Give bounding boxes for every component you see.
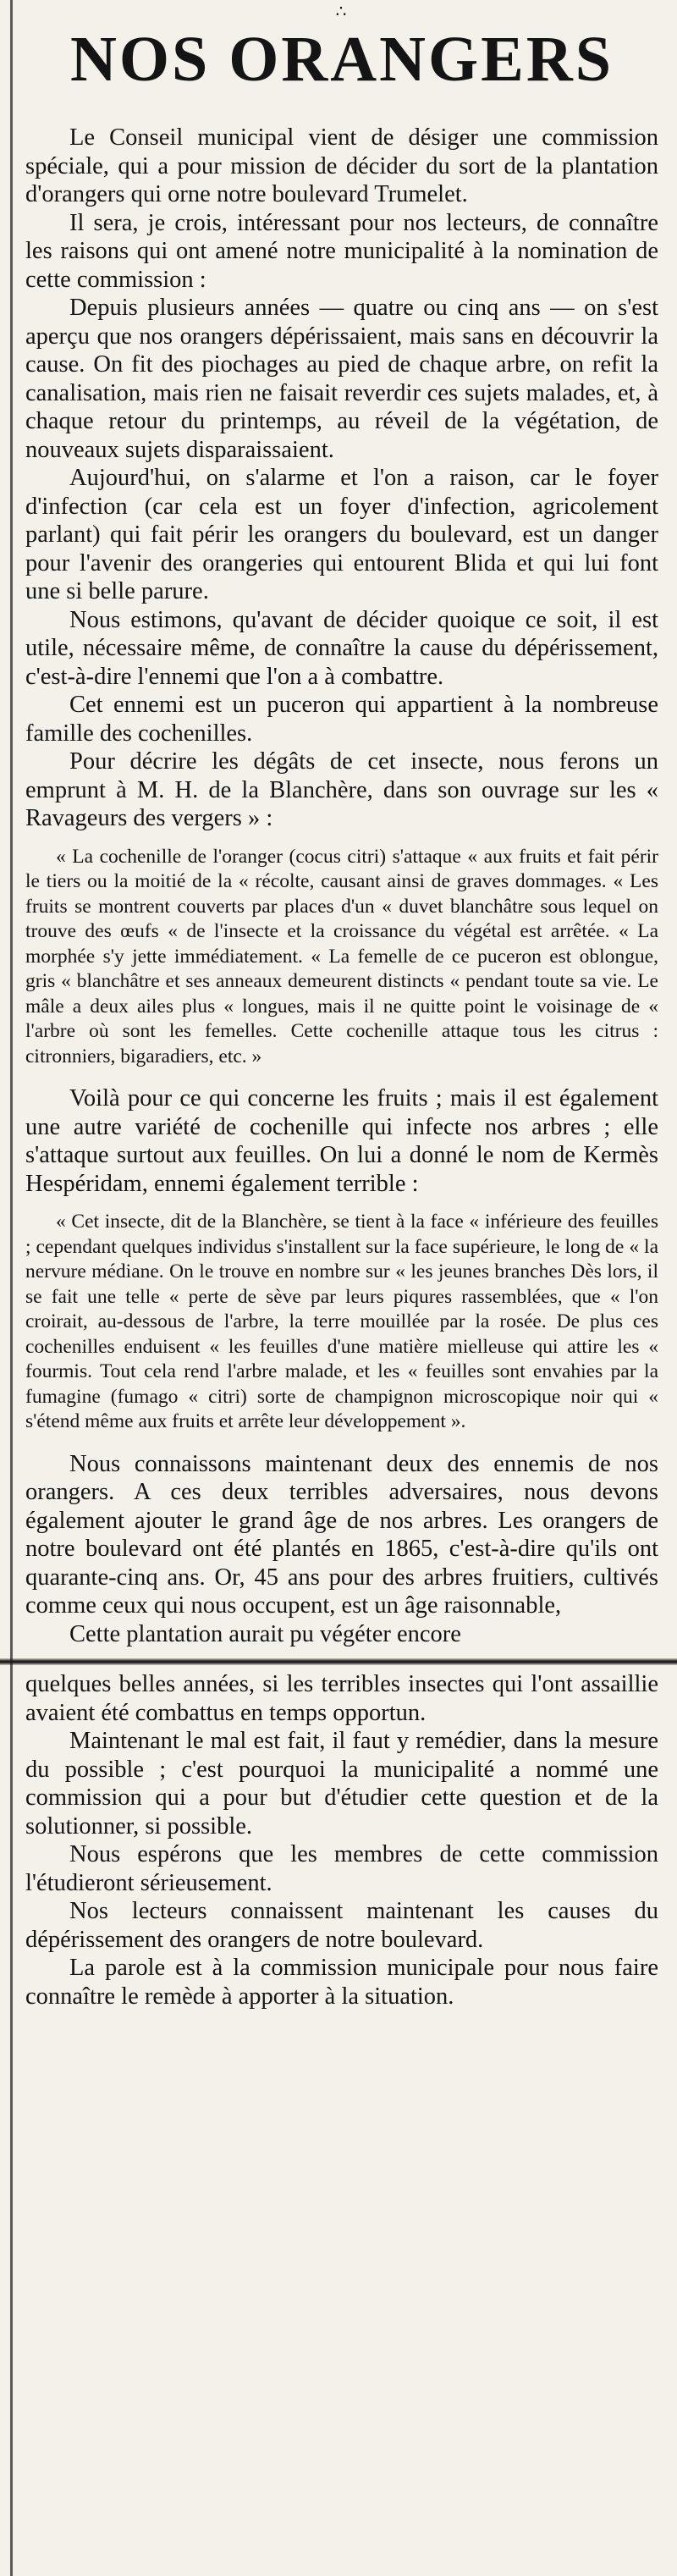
paragraph-estimate: Nous estimons, qu'avant de décider quoique ce soit, il est utile, nécessaire même, de connaître la cause du dépérissement, c'est-à-dire l'ennemi que l'on a à combattre. <box>25 606 658 690</box>
paper-fold <box>0 1658 677 1665</box>
paragraph-kermes: Voilà pour ce qui concerne les fruits ; mais il est également une autre variété de cochenille qui infecte nos arbres ; elle s'attaque surtout aux feuilles. On lui a donné le nom de Kermès Hespéridam, ennemi également terrible : <box>25 1085 658 1197</box>
paragraph-alarm: Aujourd'hui, on s'alarme et l'on a raison, car le foyer d'infection (car cela est un foyer d'infection, agricolement parlant) qui fait périr les orangers du boulevard, est un danger pour l'avenir des orangeries qui entourent Blida et qui lui font une si belle parure. <box>25 465 658 604</box>
paragraph-readers: Il sera, je crois, intéressant pour nos lecteurs, de connaître les raisons qui ont amené notre municipalité à la nomination de cette commission : <box>25 209 658 293</box>
paragraph-conclusion: La parole est à la commission municipale pour nous faire connaître le remède à apporter à la situation. <box>25 1955 658 2010</box>
article-title: NOS ORANGERS <box>70 24 614 95</box>
paragraph-readers-know: Nos lecteurs connaissent maintenant les causes du dépérissement des orangers de notre boulevard. <box>25 1898 658 1953</box>
paragraph-plantation-end: quelques belles années, si les terribles insectes qui l'ont assaillie avaient été combattus en temps opportun. <box>25 1671 658 1726</box>
quote-cochenille: « La cochenille de l'oranger (cocus citri) s'attaque « aux fruits et fait périr le tiers ou la moitié de la « récolte, causant ainsi de graves dommages. « Les fruits se montrent couverts par places d'un « duvet blanchâtre sous lequel on trouve des œufs « de l'insecte et la croissance du végétal est arrêtée. « La morphée s'y jette immédiatement. « La femelle de ce puceron est oblongue, gris « blanchâtre et ses anneaux demeurent distincts « pendant toute sa vie. Le mâle a deux ailes plus « longues, mais il ne quitte point le voisinage de « l'arbre où sont les femelles. Cette cochenille attaque tous les citrus : citronniers, bigaradiers, etc. » <box>25 845 658 1067</box>
quote-kermes: « Cet insecte, dit de la Blanchère, se tient à la face « inférieure des feuilles ; cependant quelques individus s'installent sur la face supérieure, le long de « la nervure médiane. On le trouve en nombre sur « les jeunes branches Dès lors, il se fait une telle « perte de sève par leurs piqures rassemblées, que « l'on croirait, au-dessous de l'arbre, la terre mouillée par la rosée. De plus ces cochenilles enduisent « les feuilles d'une matière mielleuse qui attire les « fourmis. Tout cela rend l'arbre malade, et les « feuilles sont envahies par la fumagine (fumago « citri) sorte de champignon microscopique noir qui « s'étend même aux fruits et arrête leur développement ». <box>25 1211 658 1432</box>
paragraph-years: Depuis plusieurs années — quatre ou cinq ans — on s'est aperçu que nos orangers dépérissaient, mais sans en découvrir la cause. On fit des piochages au pied de chaque arbre, on refit la canalisation, mais rien ne faisait reverdir ces sujets malades, et, à chaque retour du printemps, au réveil de la végétation, de nouveaux sujets disparaissaient. <box>25 295 658 463</box>
paragraph-enemy: Cet ennemi est un puceron qui appartient à la nombreuse famille des cochenilles. <box>25 692 658 747</box>
paragraph-hope: Nous espérons que les membres de cette commission l'étudieront sérieusement. <box>25 1841 658 1896</box>
column-rule <box>10 0 13 2576</box>
paragraph-plantation-start: Cette plantation aurait pu végéter encore <box>69 1620 461 1647</box>
header-ornament: ∴ <box>335 3 349 21</box>
paragraph-intro: Le Conseil municipal vient de désiger une commission spéciale, qui a pour mission de décider du sort de la plantation d'orangers qui orne notre boulevard Trumelet. <box>25 124 658 207</box>
paragraph-age: Nous connaissons maintenant deux des ennemis de nos orangers. A ces deux terribles adversaires, nous devons également ajouter le grand âge de nos arbres. Les orangers de notre boulevard ont été plantés en 1865, c'est-à-dire qu'ils ont quarante-cinq ans. Or, 45 ans pour des arbres fruitiers, cultivés comme ceux qui nous occupent, est un âge raisonnable, <box>25 1450 658 1619</box>
paragraph-citation-intro: Pour décrire les dégâts de cet insecte, nous ferons un emprunt à M. H. de la Blanchère, dans son ouvrage sur les « Ravageurs des vergers » : <box>25 748 658 831</box>
paragraph-remedy: Maintenant le mal est fait, il faut y remédier, dans la mesure du possible ; c'est pourquoi la municipalité a nommé une commission qui a pour but d'étudier cette question et de la solutionner, si possible. <box>25 1728 658 1840</box>
